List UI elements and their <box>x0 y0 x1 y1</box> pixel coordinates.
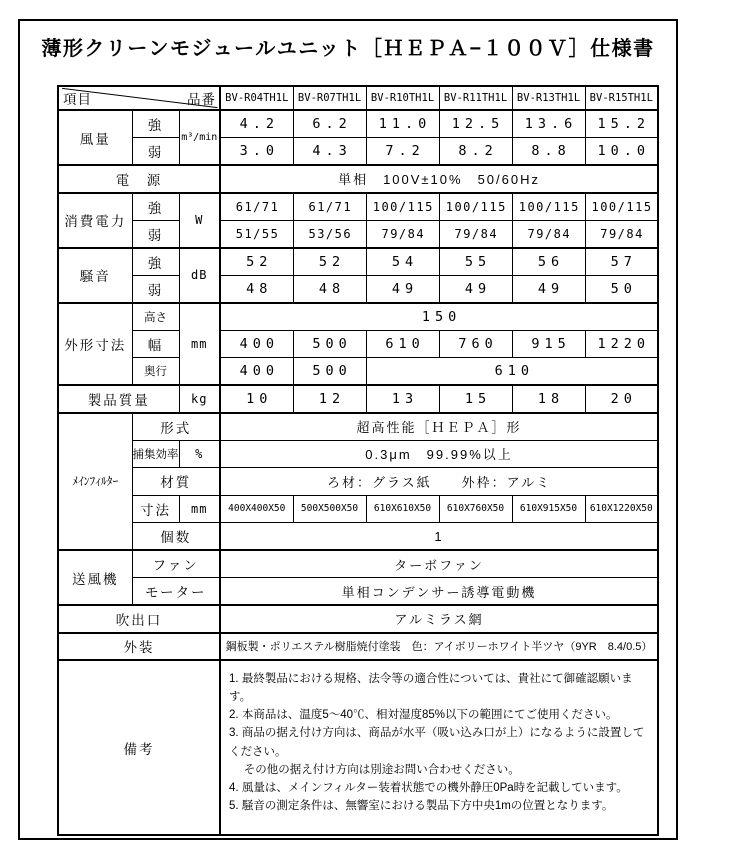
dims-height-value: 150 <box>220 303 658 331</box>
filter-efficiency-unit: % <box>179 440 220 468</box>
power-source-value: 単相 100V±10% 50/60Hz <box>220 165 658 193</box>
filter-qty-row <box>58 523 658 551</box>
filter-qty-label: 個数 <box>132 523 220 551</box>
airflow-strong-row <box>58 110 658 138</box>
blower-label: 送風機 <box>58 550 132 605</box>
airflow-weak-0: 3.0 <box>220 138 293 166</box>
noise-weak-row <box>58 275 658 303</box>
airflow-strong-2: 11.0 <box>366 110 439 138</box>
weight-3: 15 <box>439 385 512 413</box>
dims-label: 外形寸法 <box>58 303 132 386</box>
filter-efficiency-value: 0.3μm 99.99%以上 <box>220 440 658 468</box>
dims-height-label: 高さ <box>132 303 179 331</box>
power-weak-row <box>58 220 658 248</box>
airflow-unit: m³/min <box>179 110 220 165</box>
dims-width-label: 幅 <box>132 330 179 358</box>
item-header-label: 項目 <box>63 92 92 107</box>
dims-depth-label: 奥行 <box>132 358 179 386</box>
noise-weak-2: 49 <box>366 275 439 303</box>
power-strong-3: 100/115 <box>439 193 512 221</box>
dims-depth-rest: 610 <box>366 358 658 386</box>
power-strong-label: 強 <box>132 193 179 221</box>
filter-material-value: ろ材：グラス紙 外枠：アルミ <box>220 468 658 496</box>
airflow-strong-4: 13.6 <box>512 110 585 138</box>
noise-strong-4: 56 <box>512 248 585 276</box>
noise-label: 騒音 <box>58 248 132 303</box>
dims-width-3: 760 <box>439 330 512 358</box>
noise-unit: dB <box>179 248 220 303</box>
power-strong-5: 100/115 <box>585 193 658 221</box>
filter-label: ﾒｲﾝﾌｨﾙﾀｰ <box>58 413 132 551</box>
model-header-2: BV-R10TH1L <box>366 86 439 110</box>
filter-size-5: 610X1220X50 <box>585 495 658 523</box>
dims-depth-0: 400 <box>220 358 293 386</box>
dims-height-row <box>58 303 658 331</box>
noise-weak-5: 50 <box>585 275 658 303</box>
airflow-weak-row <box>58 138 658 166</box>
remarks-label: 備考 <box>58 660 220 835</box>
filter-qty-value: 1 <box>220 523 658 551</box>
dims-width-4: 915 <box>512 330 585 358</box>
model-header-5: BV-R15TH1L <box>585 86 658 110</box>
power-strong-4: 100/115 <box>512 193 585 221</box>
filter-type-value: 超高性能［ＨＥＰＡ］形 <box>220 413 658 441</box>
filter-size-2: 610X610X50 <box>366 495 439 523</box>
header-row <box>58 86 658 110</box>
blower-fan-label: ファン <box>132 550 220 578</box>
filter-material-row <box>58 468 658 496</box>
power-weak-1: 53/56 <box>293 220 366 248</box>
weight-unit: kg <box>179 385 220 413</box>
weight-5: 20 <box>585 385 658 413</box>
part-no-header-label: 品番 <box>187 92 217 107</box>
remarks-row <box>58 660 658 835</box>
remark-note-3-cont: その他の据え付け方向は別途お問い合わせください。 <box>229 763 520 776</box>
outlet-row <box>58 605 658 633</box>
corner-cell <box>58 86 220 110</box>
airflow-weak-label: 弱 <box>132 138 179 166</box>
blower-motor-value: 単相コンデンサー誘導電動機 <box>220 578 658 606</box>
power-strong-row <box>58 193 658 221</box>
dims-depth-1: 500 <box>293 358 366 386</box>
noise-strong-0: 52 <box>220 248 293 276</box>
power-unit: W <box>179 193 220 248</box>
airflow-weak-2: 7.2 <box>366 138 439 166</box>
remark-note-4: 4. 風量は、メインフィルター装着状態での機外静圧0Pa時を記載しています。 <box>229 781 628 794</box>
blower-fan-value: ターボファン <box>220 550 658 578</box>
noise-strong-3: 55 <box>439 248 512 276</box>
noise-strong-2: 54 <box>366 248 439 276</box>
dims-width-row <box>58 330 658 358</box>
remark-note-1: 1. 最終製品における規格、法令等の適合性については、貴社にて御確認願います。 <box>229 673 633 704</box>
filter-efficiency-row <box>58 440 658 468</box>
noise-weak-label: 弱 <box>132 275 179 303</box>
model-header-1: BV-R07TH1L <box>293 86 366 110</box>
power-weak-label: 弱 <box>132 220 179 248</box>
exterior-row <box>58 633 658 661</box>
power-weak-2: 79/84 <box>366 220 439 248</box>
dims-width-2: 610 <box>366 330 439 358</box>
noise-weak-3: 49 <box>439 275 512 303</box>
outlet-label: 吹出口 <box>58 605 220 633</box>
weight-4: 18 <box>512 385 585 413</box>
noise-strong-row <box>58 248 658 276</box>
remark-note-5: 5. 騒音の測定条件は、無響室における製品下方中央1mの位置となります。 <box>229 800 614 813</box>
dims-width-1: 500 <box>293 330 366 358</box>
weight-row <box>58 385 658 413</box>
noise-strong-5: 57 <box>585 248 658 276</box>
airflow-weak-4: 8.8 <box>512 138 585 166</box>
filter-size-1: 500X500X50 <box>293 495 366 523</box>
filter-size-3: 610X760X50 <box>439 495 512 523</box>
filter-material-label: 材質 <box>132 468 220 496</box>
noise-weak-4: 49 <box>512 275 585 303</box>
power-weak-5: 79/84 <box>585 220 658 248</box>
weight-label: 製品質量 <box>58 385 179 413</box>
filter-type-label: 形式 <box>132 413 220 441</box>
airflow-weak-3: 8.2 <box>439 138 512 166</box>
dims-depth-row <box>58 358 658 386</box>
airflow-label: 風量 <box>58 110 132 165</box>
noise-strong-1: 52 <box>293 248 366 276</box>
power-strong-1: 61/71 <box>293 193 366 221</box>
filter-size-label: 寸法 <box>132 495 179 523</box>
outlet-value: アルミラス網 <box>220 605 658 633</box>
remark-note-3: 3. 商品の据え付け方向は、商品が水平（吸い込み口が上）になるように設置してください。 <box>229 727 645 758</box>
blower-motor-row <box>58 578 658 606</box>
dims-unit: mm <box>179 303 220 386</box>
airflow-weak-5: 10.0 <box>585 138 658 166</box>
filter-size-unit: mm <box>179 495 220 523</box>
power-weak-0: 51/55 <box>220 220 293 248</box>
airflow-strong-1: 6.2 <box>293 110 366 138</box>
page-title: 薄形クリーンモジュールユニット［ＨＥＰＡ−１００Ｖ］仕様書 <box>41 38 655 60</box>
filter-size-4: 610X915X50 <box>512 495 585 523</box>
noise-weak-0: 48 <box>220 275 293 303</box>
power-source-row <box>58 165 658 193</box>
power-strong-2: 100/115 <box>366 193 439 221</box>
model-header-4: BV-R13TH1L <box>512 86 585 110</box>
exterior-label: 外装 <box>58 633 220 661</box>
remark-note-2: 2. 本商品は、温度5～40℃、相対湿度85%以下の範囲にてご使用ください。 <box>229 709 618 722</box>
dims-width-0: 400 <box>220 330 293 358</box>
weight-0: 10 <box>220 385 293 413</box>
airflow-strong-3: 12.5 <box>439 110 512 138</box>
power-weak-4: 79/84 <box>512 220 585 248</box>
power-label: 消費電力 <box>58 193 132 248</box>
weight-2: 13 <box>366 385 439 413</box>
airflow-strong-label: 強 <box>132 110 179 138</box>
model-header-0: BV-R04TH1L <box>220 86 293 110</box>
airflow-strong-0: 4.2 <box>220 110 293 138</box>
filter-type-row <box>58 413 658 441</box>
weight-1: 12 <box>293 385 366 413</box>
spec-table <box>57 85 659 836</box>
blower-fan-row <box>58 550 658 578</box>
filter-efficiency-label: 捕集効率 <box>132 440 179 468</box>
airflow-strong-5: 15.2 <box>585 110 658 138</box>
dims-width-5: 1220 <box>585 330 658 358</box>
noise-strong-label: 強 <box>132 248 179 276</box>
power-source-label: 電 源 <box>58 165 220 193</box>
model-header-3: BV-R11TH1L <box>439 86 512 110</box>
filter-size-0: 400X400X50 <box>220 495 293 523</box>
power-strong-0: 61/71 <box>220 193 293 221</box>
remarks-notes <box>220 660 658 835</box>
filter-size-row <box>58 495 658 523</box>
power-weak-3: 79/84 <box>439 220 512 248</box>
blower-motor-label: モーター <box>132 578 220 606</box>
noise-weak-1: 48 <box>293 275 366 303</box>
exterior-value: 鋼板製・ポリエステル樹脂焼付塗装 色：アイボリーホワイト半ツヤ（9YR 8.4/0.5） <box>220 633 658 661</box>
airflow-weak-1: 4.3 <box>293 138 366 166</box>
